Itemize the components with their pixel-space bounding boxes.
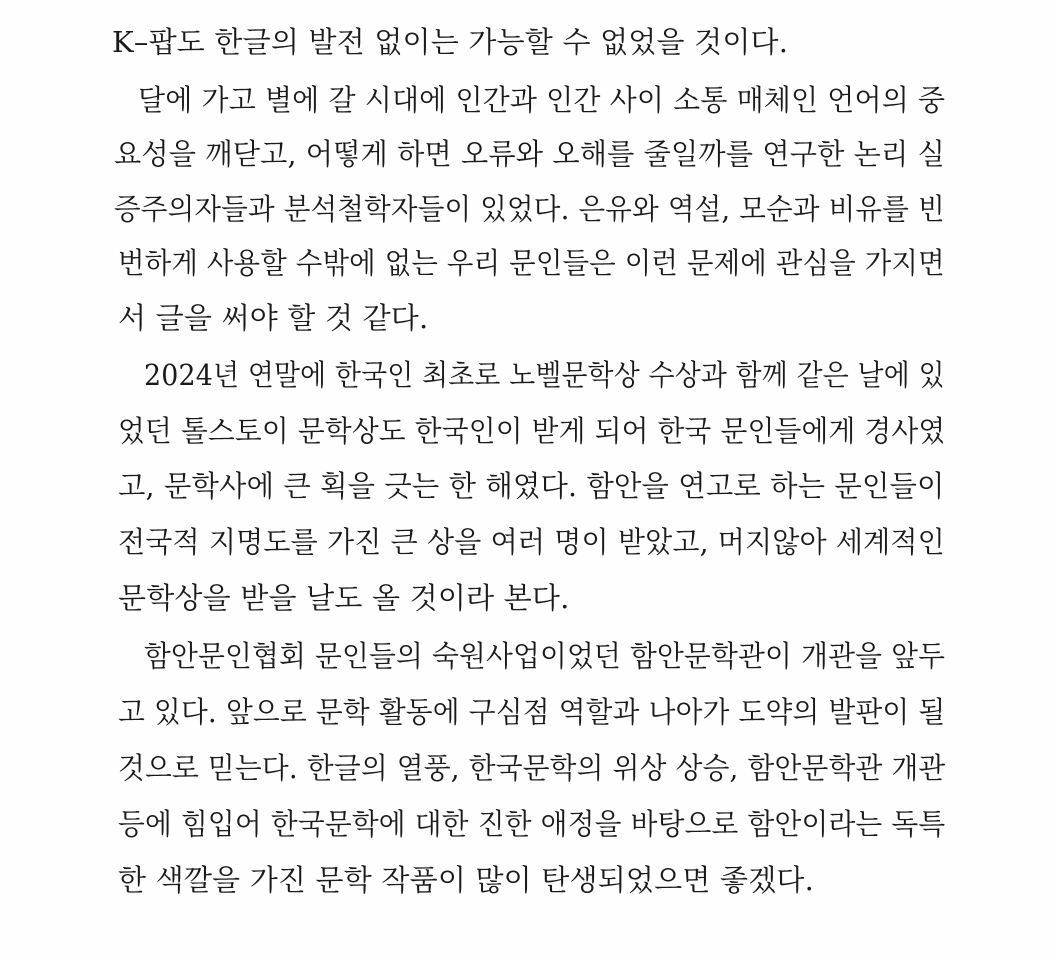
text-line-7: 2024년 연말에 한국인 최초로 노벨문학상 수상과 함께 같은 날에 있 xyxy=(144,358,945,392)
text-line-4: 증주의자들과 분석철학자들이 있었다. 은유와 역설, 모순과 비유를 빈 xyxy=(114,192,945,226)
text-line-15: 등에 힘입어 한국문학에 대한 진한 애정을 바탕으로 함안이라는 독특 xyxy=(118,807,946,841)
text-line-1: K–팝도 한글의 발전 없이는 가능할 수 없었을 것이다. xyxy=(112,25,789,59)
text-line-3: 요성을 깨닫고, 어떻게 하면 오류와 오해를 줄일까를 연구한 논리 실 xyxy=(114,137,945,171)
text-line-2: 달에 가고 별에 갈 시대에 인간과 인간 사이 소통 매체인 언어의 중 xyxy=(138,83,946,117)
text-line-5: 번하게 사용할 수밖에 없는 우리 문인들은 이런 문제에 관심을 가지면 xyxy=(118,246,945,280)
text-line-16: 한 색깔을 가진 문학 작품이 많이 탄생되었으면 좋겠다. xyxy=(118,863,815,897)
text-line-13: 고 있다. 앞으로 문학 활동에 구심점 역할과 나아가 도약의 발판이 될 xyxy=(118,695,946,729)
text-line-10: 전국적 지명도를 가진 큰 상을 여러 명이 받았고, 머지않아 세계적인 xyxy=(118,525,945,559)
text-line-14: 것으로 믿는다. 한글의 열풍, 한국문학의 위상 상승, 함안문학관 개관 xyxy=(118,751,946,785)
text-line-11: 문학상을 받을 날도 올 것이라 본다. xyxy=(118,581,570,615)
text-line-8: 었던 톨스토이 문학상도 한국인이 받게 되어 한국 문인들에게 경사였 xyxy=(118,414,946,448)
text-line-12: 함안문인협회 문인들의 숙원사업이었던 함안문학관이 개관을 앞두 xyxy=(144,639,946,673)
text-line-9: 고, 문학사에 큰 획을 긋는 한 해였다. 함안을 연고로 하는 문인들이 xyxy=(118,469,945,503)
text-line-6: 서 글을 써야 할 것 같다. xyxy=(118,301,429,335)
